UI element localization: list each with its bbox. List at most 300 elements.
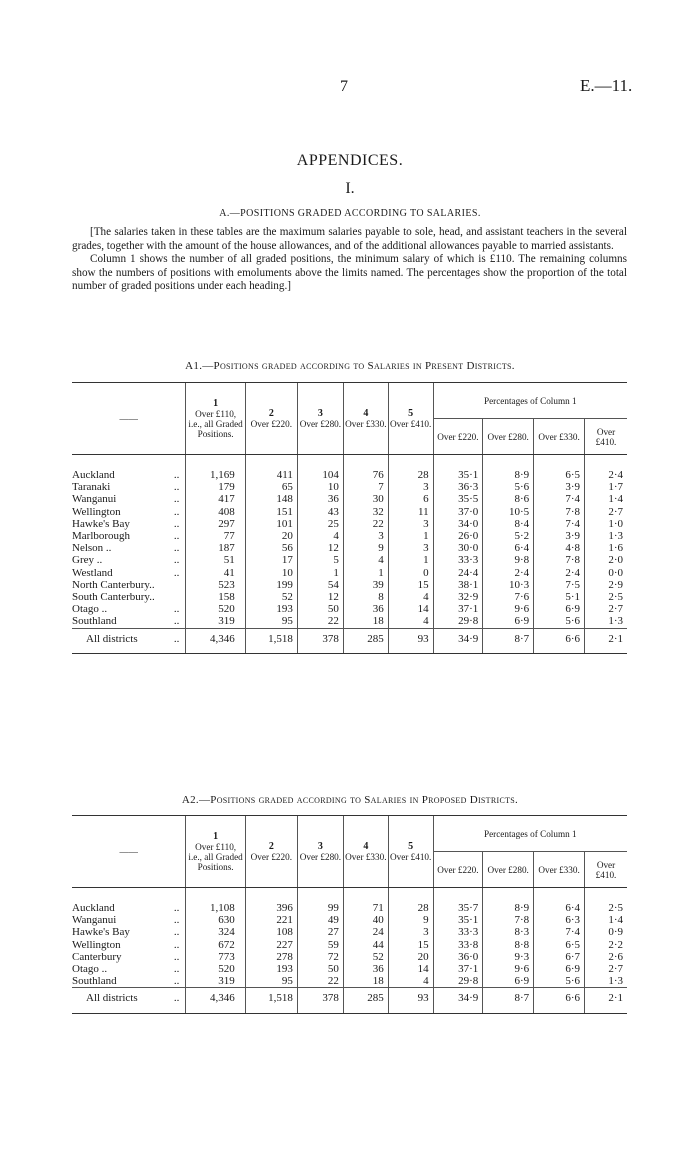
value-cell: 199 [245, 579, 297, 591]
district-name: Marlborough [72, 530, 131, 543]
table-row [72, 591, 627, 603]
table-row [72, 603, 627, 615]
value-cell: 7·4 [534, 926, 585, 938]
value-cell: 8·3 [483, 926, 534, 938]
value-cell: 7·8 [534, 506, 585, 518]
value-cell: 520 [186, 603, 245, 615]
value-cell: 179 [186, 481, 245, 493]
value-cell: 3·9 [534, 530, 585, 542]
table-a2-caption: A2.—Positions graded according to Salaries in Proposed Districts. [181, 794, 519, 806]
leader-dots: .. [173, 975, 180, 988]
value-cell: 33·3 [433, 926, 483, 938]
value-cell: 12 [297, 591, 343, 603]
district-name: Otago .. [72, 603, 108, 616]
value-cell: 4 [388, 591, 433, 603]
value-cell: 4,346 [186, 988, 245, 1013]
value-cell: 3 [388, 542, 433, 554]
district-cell [72, 975, 186, 988]
leader-dots: .. [173, 615, 180, 628]
value-cell: 26·0 [433, 530, 483, 542]
district-name: Southland [72, 615, 117, 628]
column-header-1 [186, 383, 245, 455]
district-cell [72, 493, 186, 505]
value-cell: 396 [245, 888, 297, 915]
district-cell [72, 988, 186, 1013]
table-row [72, 530, 627, 542]
district-cell [72, 579, 186, 591]
value-cell: 93 [388, 988, 433, 1013]
value-cell: 2·7 [585, 506, 627, 518]
column-header-1 [186, 816, 245, 888]
value-cell: 1,108 [186, 888, 245, 915]
value-cell: 1 [343, 567, 388, 579]
value-cell: 36·0 [433, 951, 483, 963]
value-cell: 2·6 [585, 951, 627, 963]
value-cell: 30 [343, 493, 388, 505]
value-cell: 8·9 [483, 888, 534, 915]
value-cell: 32 [343, 506, 388, 518]
value-cell: 34·0 [433, 518, 483, 530]
value-cell: 1·0 [585, 518, 627, 530]
value-cell: 38·1 [433, 579, 483, 591]
leader-dots: .. [173, 542, 180, 555]
district-name: Hawke's Bay [72, 517, 130, 530]
district-name: Otago .. [72, 963, 108, 976]
value-cell: 36 [343, 603, 388, 615]
value-cell: 37·1 [433, 963, 483, 975]
leader-dots: .. [173, 530, 180, 543]
district-cell [72, 888, 186, 915]
column-number: 5 [408, 840, 414, 852]
value-cell: 34·9 [433, 628, 483, 653]
value-cell: 29·8 [433, 615, 483, 628]
table-row [72, 455, 627, 482]
value-cell: 324 [186, 926, 245, 938]
leader-dots: .. [173, 914, 180, 927]
leader-dots: .. [173, 603, 180, 616]
district-name: All districts [86, 632, 138, 645]
value-cell: 8·9 [483, 455, 534, 482]
value-cell: 54 [297, 579, 343, 591]
value-cell: 65 [245, 481, 297, 493]
value-cell: 9 [343, 542, 388, 554]
value-cell: 20 [388, 951, 433, 963]
value-cell: 22 [297, 615, 343, 628]
district-cell [72, 530, 186, 542]
district-name: All districts [86, 992, 138, 1005]
district-cell [72, 939, 186, 951]
value-cell: 33·8 [433, 939, 483, 951]
district-name: Wanganui [72, 914, 117, 927]
column-header-5 [388, 383, 433, 455]
value-cell: 0 [388, 567, 433, 579]
table-row [72, 926, 627, 938]
value-cell: 5·6 [534, 975, 585, 988]
value-cell: 3 [388, 518, 433, 530]
total-row [72, 988, 627, 1013]
pct-column-header: Over £220. [433, 852, 483, 888]
value-cell: 1,518 [245, 988, 297, 1013]
value-cell: 29·8 [433, 975, 483, 988]
dash: —— [119, 413, 138, 424]
district-cell [72, 591, 186, 603]
table-row [72, 951, 627, 963]
value-cell: 17 [245, 554, 297, 566]
value-cell: 50 [297, 603, 343, 615]
value-cell: 35·5 [433, 493, 483, 505]
district-cell [72, 914, 186, 926]
pct-column-header: Over £410. [585, 419, 627, 455]
value-cell: 7·5 [534, 579, 585, 591]
value-cell: 1·3 [585, 615, 627, 628]
value-cell: 285 [343, 628, 388, 653]
value-cell: 77 [186, 530, 245, 542]
value-cell: 3 [343, 530, 388, 542]
value-cell: 221 [245, 914, 297, 926]
value-cell: 104 [297, 455, 343, 482]
value-cell: 2·4 [585, 455, 627, 482]
value-cell: 36 [297, 493, 343, 505]
value-cell: 2·1 [585, 988, 627, 1013]
table-row [72, 554, 627, 566]
value-cell: 93 [388, 628, 433, 653]
district-cell [72, 455, 186, 482]
column-number: 4 [363, 407, 369, 419]
value-cell: 9·8 [483, 554, 534, 566]
value-cell: 5·6 [534, 615, 585, 628]
value-cell: 7·8 [483, 914, 534, 926]
column-label: Over £110, i.e., all Graded Positions. [188, 841, 243, 872]
leader-dots: .. [173, 950, 180, 963]
value-cell: 1·4 [585, 493, 627, 505]
value-cell: 10 [245, 567, 297, 579]
table-row [72, 518, 627, 530]
column-label: Over £330. [345, 418, 387, 429]
total-row [72, 628, 627, 653]
value-cell: 10 [297, 481, 343, 493]
value-cell: 1·6 [585, 542, 627, 554]
leader-dots: .. [173, 469, 180, 481]
value-cell: 3 [388, 926, 433, 938]
district-cell [72, 542, 186, 554]
value-cell: 227 [245, 939, 297, 951]
district-name: Auckland [72, 902, 115, 914]
value-cell: 6·4 [534, 888, 585, 915]
value-cell: 20 [245, 530, 297, 542]
value-cell: 41 [186, 567, 245, 579]
value-cell: 193 [245, 963, 297, 975]
district-cell [72, 615, 186, 628]
value-cell: 8·8 [483, 939, 534, 951]
value-cell: 278 [245, 951, 297, 963]
value-cell: 95 [245, 975, 297, 988]
value-cell: 36 [343, 963, 388, 975]
value-cell: 35·1 [433, 914, 483, 926]
value-cell: 22 [297, 975, 343, 988]
column-header-2 [245, 383, 297, 455]
value-cell: 18 [343, 615, 388, 628]
value-cell: 28 [388, 455, 433, 482]
column-number: 3 [317, 840, 323, 852]
value-cell: 35·1 [433, 455, 483, 482]
column-number: 4 [363, 840, 369, 852]
value-cell: 408 [186, 506, 245, 518]
leader-dots: .. [173, 493, 180, 506]
value-cell: 0·9 [585, 926, 627, 938]
value-cell: 6·9 [483, 615, 534, 628]
district-name: South Canterbury.. [72, 591, 155, 604]
value-cell: 40 [343, 914, 388, 926]
value-cell: 72 [297, 951, 343, 963]
value-cell: 8·7 [483, 628, 534, 653]
value-cell: 6·9 [534, 963, 585, 975]
value-cell: 0·0 [585, 567, 627, 579]
district-cell [72, 951, 186, 963]
leader-dots: .. [173, 505, 180, 518]
district-cell [72, 628, 186, 653]
value-cell: 71 [343, 888, 388, 915]
value-cell: 158 [186, 591, 245, 603]
table-row [72, 939, 627, 951]
percentages-group-header: Percentages of Column 1 [433, 816, 627, 852]
value-cell: 33·3 [433, 554, 483, 566]
district-name: Taranaki [72, 481, 111, 494]
value-cell: 6·9 [483, 975, 534, 988]
table-row [72, 481, 627, 493]
value-cell: 1 [388, 554, 433, 566]
district-cell [72, 554, 186, 566]
district-name: Nelson .. [72, 542, 112, 555]
leader-dots: .. [173, 554, 180, 567]
district-name: North Canterbury.. [72, 578, 155, 591]
column-header-district [72, 816, 186, 888]
value-cell: 22 [343, 518, 388, 530]
value-cell: 3·9 [534, 481, 585, 493]
value-cell: 4 [297, 530, 343, 542]
table-row [72, 975, 627, 988]
table-row [72, 542, 627, 554]
value-cell: 99 [297, 888, 343, 915]
value-cell: 319 [186, 975, 245, 988]
column-label: Over £220. [250, 418, 292, 429]
appendices-title: APPENDICES. [296, 152, 404, 169]
value-cell: 32·9 [433, 591, 483, 603]
value-cell: 148 [245, 493, 297, 505]
value-cell: 773 [186, 951, 245, 963]
value-cell: 4 [343, 554, 388, 566]
table-row [72, 914, 627, 926]
table-a1 [72, 382, 627, 654]
value-cell: 52 [245, 591, 297, 603]
value-cell: 151 [245, 506, 297, 518]
value-cell: 378 [297, 628, 343, 653]
value-cell: 5·2 [483, 530, 534, 542]
value-cell: 24 [343, 926, 388, 938]
value-cell: 108 [245, 926, 297, 938]
district-name: Wanganui [72, 493, 117, 506]
value-cell: 7 [343, 481, 388, 493]
section-title: A.—POSITIONS GRADED ACCORDING TO SALARIES. [219, 208, 481, 219]
value-cell: 49 [297, 914, 343, 926]
value-cell: 11 [388, 506, 433, 518]
value-cell: 417 [186, 493, 245, 505]
value-cell: 8 [343, 591, 388, 603]
value-cell: 50 [297, 963, 343, 975]
value-cell: 8·7 [483, 988, 534, 1013]
value-cell: 43 [297, 506, 343, 518]
district-cell [72, 506, 186, 518]
district-name: Wellington [72, 505, 121, 518]
value-cell: 39 [343, 579, 388, 591]
value-cell: 9·6 [483, 963, 534, 975]
leader-dots: .. [173, 992, 180, 1005]
district-name: Westland [72, 566, 113, 579]
value-cell: 6·5 [534, 939, 585, 951]
column-label: Over £280. [299, 418, 342, 429]
value-cell: 5 [297, 554, 343, 566]
column-label: Over £410. [389, 851, 432, 862]
percentages-group-header: Percentages of Column 1 [433, 383, 627, 419]
value-cell: 2·4 [534, 567, 585, 579]
column-label: Over £220. [250, 851, 292, 862]
column-number: 1 [213, 830, 219, 842]
column-number: 5 [408, 407, 414, 419]
value-cell: 10·5 [483, 506, 534, 518]
pct-column-header: Over £280. [483, 419, 534, 455]
value-cell: 1,169 [186, 455, 245, 482]
value-cell: 44 [343, 939, 388, 951]
value-cell: 35·7 [433, 888, 483, 915]
value-cell: 36·3 [433, 481, 483, 493]
page-number: 7 [340, 78, 348, 95]
value-cell: 2·9 [585, 579, 627, 591]
district-name: Wellington [72, 938, 121, 951]
district-name: Auckland [72, 469, 115, 481]
value-cell: 1·7 [585, 481, 627, 493]
column-number: 2 [268, 840, 274, 852]
appendix-number: I. [345, 180, 355, 197]
value-cell: 2·1 [585, 628, 627, 653]
value-cell: 2·5 [585, 591, 627, 603]
value-cell: 2·7 [585, 963, 627, 975]
value-cell: 2·5 [585, 888, 627, 915]
value-cell: 14 [388, 603, 433, 615]
value-cell: 2·4 [483, 567, 534, 579]
value-cell: 37·1 [433, 603, 483, 615]
column-label: Over £410. [389, 418, 432, 429]
value-cell: 76 [343, 455, 388, 482]
column-header-3 [297, 816, 343, 888]
value-cell: 12 [297, 542, 343, 554]
column-header-district [72, 383, 186, 455]
value-cell: 378 [297, 988, 343, 1013]
leader-dots: .. [173, 963, 180, 976]
value-cell: 523 [186, 579, 245, 591]
column-header-5 [388, 816, 433, 888]
value-cell: 9·6 [483, 603, 534, 615]
leader-dots: .. [173, 566, 180, 579]
value-cell: 193 [245, 603, 297, 615]
table-a2 [72, 815, 627, 1014]
value-cell: 7·4 [534, 518, 585, 530]
value-cell: 4 [388, 615, 433, 628]
value-cell: 2·0 [585, 554, 627, 566]
value-cell: 101 [245, 518, 297, 530]
pct-column-header: Over £220. [433, 419, 483, 455]
value-cell: 297 [186, 518, 245, 530]
value-cell: 28 [388, 888, 433, 915]
value-cell: 10·3 [483, 579, 534, 591]
pct-column-header: Over £410. [585, 852, 627, 888]
column-number: 3 [317, 407, 323, 419]
value-cell: 56 [245, 542, 297, 554]
column-header-4 [343, 816, 388, 888]
value-cell: 5·1 [534, 591, 585, 603]
value-cell: 6·9 [534, 603, 585, 615]
value-cell: 187 [186, 542, 245, 554]
district-cell [72, 518, 186, 530]
value-cell: 9·3 [483, 951, 534, 963]
value-cell: 4 [388, 975, 433, 988]
district-cell [72, 567, 186, 579]
value-cell: 7·4 [534, 493, 585, 505]
district-name: Canterbury [72, 950, 122, 963]
district-cell [72, 481, 186, 493]
value-cell: 5·6 [483, 481, 534, 493]
leader-dots: .. [173, 938, 180, 951]
value-cell: 6·5 [534, 455, 585, 482]
value-cell: 14 [388, 963, 433, 975]
value-cell: 2·7 [585, 603, 627, 615]
value-cell: 6 [388, 493, 433, 505]
value-cell: 9 [388, 914, 433, 926]
value-cell: 34·9 [433, 988, 483, 1013]
intro-paragraph: [The salaries taken in these tables are the maximum salaries payable to sole, head, and assistant teachers in the several grades, together with the amount of the house allowances, and of the additional allowances payable to married assistants. [72, 226, 627, 252]
value-cell: 4·8 [534, 542, 585, 554]
value-cell: 672 [186, 939, 245, 951]
value-cell: 319 [186, 615, 245, 628]
table-row [72, 888, 627, 915]
table-row [72, 579, 627, 591]
district-cell [72, 603, 186, 615]
leader-dots: .. [173, 632, 180, 645]
district-cell [72, 926, 186, 938]
value-cell: 1 [388, 530, 433, 542]
table-row [72, 506, 627, 518]
leader-dots: .. [173, 481, 180, 494]
value-cell: 630 [186, 914, 245, 926]
value-cell: 8·4 [483, 518, 534, 530]
value-cell: 37·0 [433, 506, 483, 518]
value-cell: 4,346 [186, 628, 245, 653]
value-cell: 25 [297, 518, 343, 530]
value-cell: 3 [388, 481, 433, 493]
district-cell [72, 963, 186, 975]
value-cell: 18 [343, 975, 388, 988]
document-reference: E.—11. [580, 76, 633, 95]
value-cell: 1,518 [245, 628, 297, 653]
value-cell: 1·4 [585, 914, 627, 926]
column-header-3 [297, 383, 343, 455]
value-cell: 6·3 [534, 914, 585, 926]
leader-dots: .. [173, 517, 180, 530]
table-row [72, 963, 627, 975]
value-cell: 59 [297, 939, 343, 951]
district-name: Hawke's Bay [72, 926, 130, 939]
value-cell: 7·8 [534, 554, 585, 566]
table-row [72, 567, 627, 579]
value-cell: 24·4 [433, 567, 483, 579]
